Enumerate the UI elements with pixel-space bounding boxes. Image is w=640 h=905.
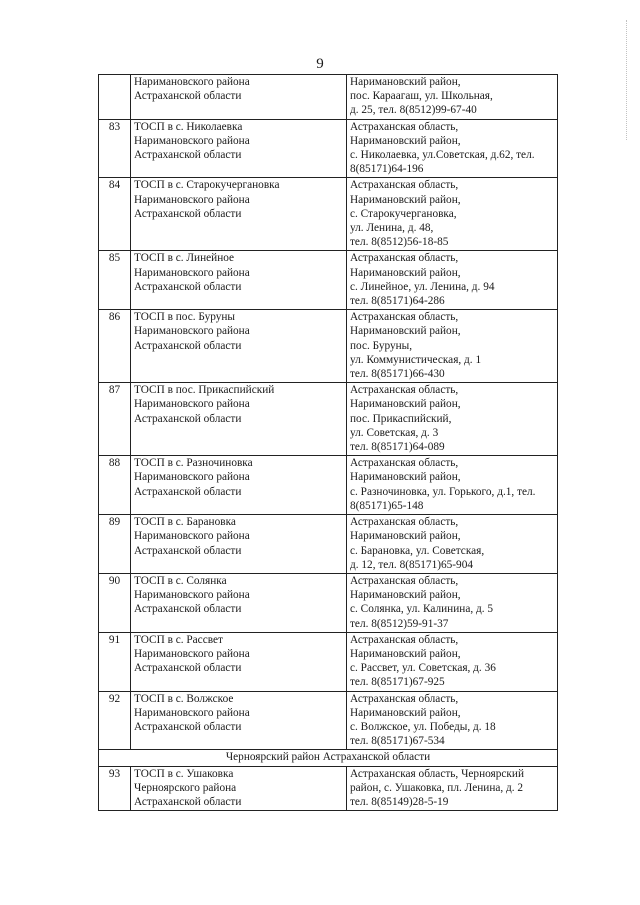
row-number: 93 [99, 766, 131, 811]
row-number: 91 [99, 632, 131, 691]
row-number: 85 [99, 251, 131, 310]
office-address: Астраханская область, Наримановский район, с. Рассвет, ул. Советская, д. 36 тел. 8(85171)67-925 [347, 632, 558, 691]
row-number: 87 [99, 383, 131, 456]
table-row [99, 75, 558, 120]
office-name: ТОСП в с. Линейное Наримановского района Астраханской области [131, 251, 347, 310]
table-row [99, 573, 558, 632]
row-number: 89 [99, 515, 131, 574]
office-address: Астраханская область, Наримановский район, с. Волжское, ул. Победы, д. 18 тел. 8(85171)67-534 [347, 691, 558, 750]
table-row [99, 119, 558, 178]
table-row [99, 456, 558, 515]
row-number: 88 [99, 456, 131, 515]
office-name: ТОСП в с. Разночиновка Наримановского района Астраханской области [131, 456, 347, 515]
table-row [99, 251, 558, 310]
office-name: ТОСП в с. Волжское Наримановского района Астраханской области [131, 691, 347, 750]
table-row [99, 632, 558, 691]
office-name: ТОСП в с. Рассвет Наримановского района Астраханской области [131, 632, 347, 691]
table-row [99, 383, 558, 456]
office-address: Астраханская область, Наримановский район, с. Разночиновка, ул. Горького, д.1, тел. 8(85171)65-148 [347, 456, 558, 515]
office-name: ТОСП в пос. Прикаспийский Наримановского района Астраханской области [131, 383, 347, 456]
office-name: ТОСП в с. Барановка Наримановского района Астраханской области [131, 515, 347, 574]
office-address: Наримановский район, пос. Караагаш, ул. Школьная, д. 25, тел. 8(8512)99-67-40 [347, 75, 558, 120]
office-name: ТОСП в с. Солянка Наримановского района Астраханской области [131, 573, 347, 632]
office-address: Астраханская область, Наримановский район, с. Старокучергановка, ул. Ленина, д. 48, тел. 8(8512)56-18-85 [347, 178, 558, 251]
table-row [99, 178, 558, 251]
office-address: Астраханская область, Наримановский район, с. Линейное, ул. Ленина, д. 94 тел. 8(85171)64-286 [347, 251, 558, 310]
row-number: 83 [99, 119, 131, 178]
office-address: Астраханская область, Наримановский район, с. Солянка, ул. Калинина, д. 5 тел. 8(8512)59-91-37 [347, 573, 558, 632]
row-number [99, 75, 131, 120]
row-number: 90 [99, 573, 131, 632]
row-number: 84 [99, 178, 131, 251]
office-address: Астраханская область, Черноярский район, с. Ушаковка, пл. Ленина, д. 2 тел. 8(85149)28-5-19 [347, 766, 558, 811]
office-name: ТОСП в пос. Буруны Наримановского района Астраханской области [131, 310, 347, 383]
office-address: Астраханская область, Наримановский район, с. Николаевка, ул.Советская, д.62, тел. 8(85171)64-196 [347, 119, 558, 178]
table-row [99, 310, 558, 383]
office-address: Астраханская область, Наримановский район, с. Барановка, ул. Советская, д. 12, тел. 8(85171)65-904 [347, 515, 558, 574]
section-header-row [99, 750, 558, 766]
office-name: ТОСП в с. Николаевка Наримановского района Астраханской области [131, 119, 347, 178]
office-name: ТОСП в с. Старокучергановка Наримановского района Астраханской области [131, 178, 347, 251]
section-title: Черноярский район Астраханской области [99, 750, 558, 766]
row-number: 92 [99, 691, 131, 750]
page-number: 9 [316, 56, 324, 72]
row-number: 86 [99, 310, 131, 383]
office-name: ТОСП в с. Ушаковка Черноярского района Астраханской области [131, 766, 347, 811]
scan-edge-mark [626, 20, 633, 140]
office-address: Астраханская область, Наримановский район, пос. Прикаспийский, ул. Советская, д. 3 тел. 8(85171)64-089 [347, 383, 558, 456]
table-row [99, 766, 558, 811]
office-name: Наримановского района Астраханской области [131, 75, 347, 120]
table-row [99, 691, 558, 750]
table-row [99, 515, 558, 574]
registry-body [99, 75, 558, 811]
office-address: Астраханская область, Наримановский район, пос. Буруны, ул. Коммунистическая, д. 1 тел. 8(85171)66-430 [347, 310, 558, 383]
registry-table [98, 74, 558, 811]
